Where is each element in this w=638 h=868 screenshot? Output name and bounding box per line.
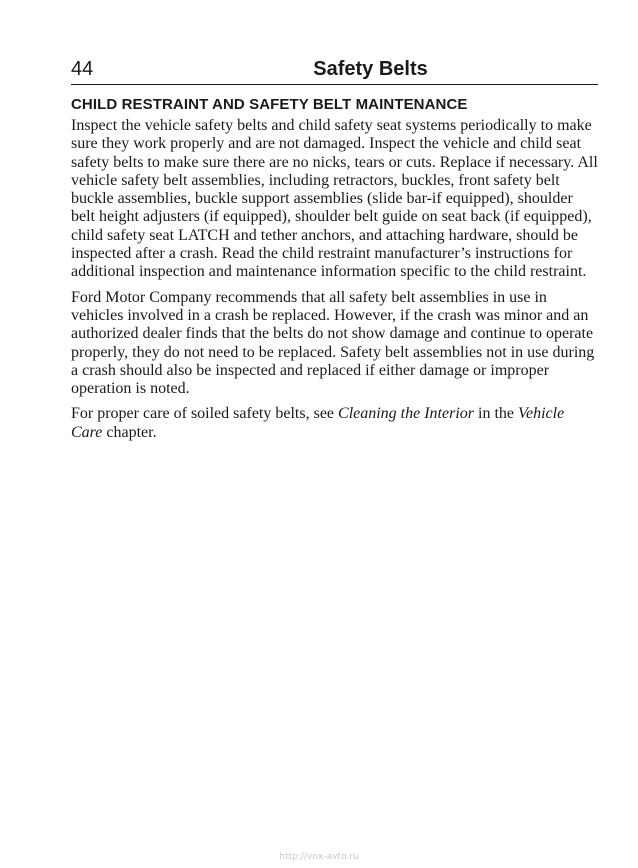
- paragraph-replacement: Ford Motor Company recommends that all safety belt assemblies in use in vehicles involved in a crash be replaced. However, if the crash was minor and an authorized dealer finds that the belts do not show damage and continue to operate properly, they do not need to be replaced. Safety belt assemblies not in use during a crash should also be inspected and replaced if either damage or improper operation is noted.: [71, 288, 595, 398]
- watermark-url: http://vnx-avto.ru: [279, 852, 359, 862]
- paragraph-care: [71, 405, 598, 442]
- section-heading: CHILD RESTRAINT AND SAFETY BELT MAINTENANCE: [71, 96, 468, 113]
- care-text-suffix: chapter.: [102, 423, 157, 441]
- manual-page: [71, 58, 598, 449]
- paragraph-inspection: Inspect the vehicle safety belts and child safety seat systems periodically to make sure they work properly and are not damaged. Inspect the vehicle and child seat safety belts to make sure there are no nicks, tears or cuts. Replace if necessary. All vehicle safety belt assemblies, including retractors, buckles, front safety belt buckle assemblies, buckle support assemblies (slide bar-if equipped), shoulder belt height adjusters (if equipped), shoulder belt guide on seat back (if equipped), child safety seat LATCH and tether anchors, and attaching hardware, should be inspected after a crash. Read the child restraint manufacturer’s instructions for additional inspection and maintenance information specific to the child restraint.: [71, 117, 598, 281]
- page-header: [71, 58, 598, 85]
- cross-reference-cleaning-interior: Cleaning the Interior: [338, 405, 474, 423]
- care-text-middle: in the: [474, 405, 518, 423]
- section-body: [71, 117, 598, 442]
- care-text-prefix: For proper care of soiled safety belts, see: [71, 405, 339, 423]
- page-number: 44: [71, 58, 94, 80]
- cross-reference-vehicle-care: Vehicle Care: [71, 405, 565, 441]
- chapter-title: Safety Belts: [313, 58, 428, 80]
